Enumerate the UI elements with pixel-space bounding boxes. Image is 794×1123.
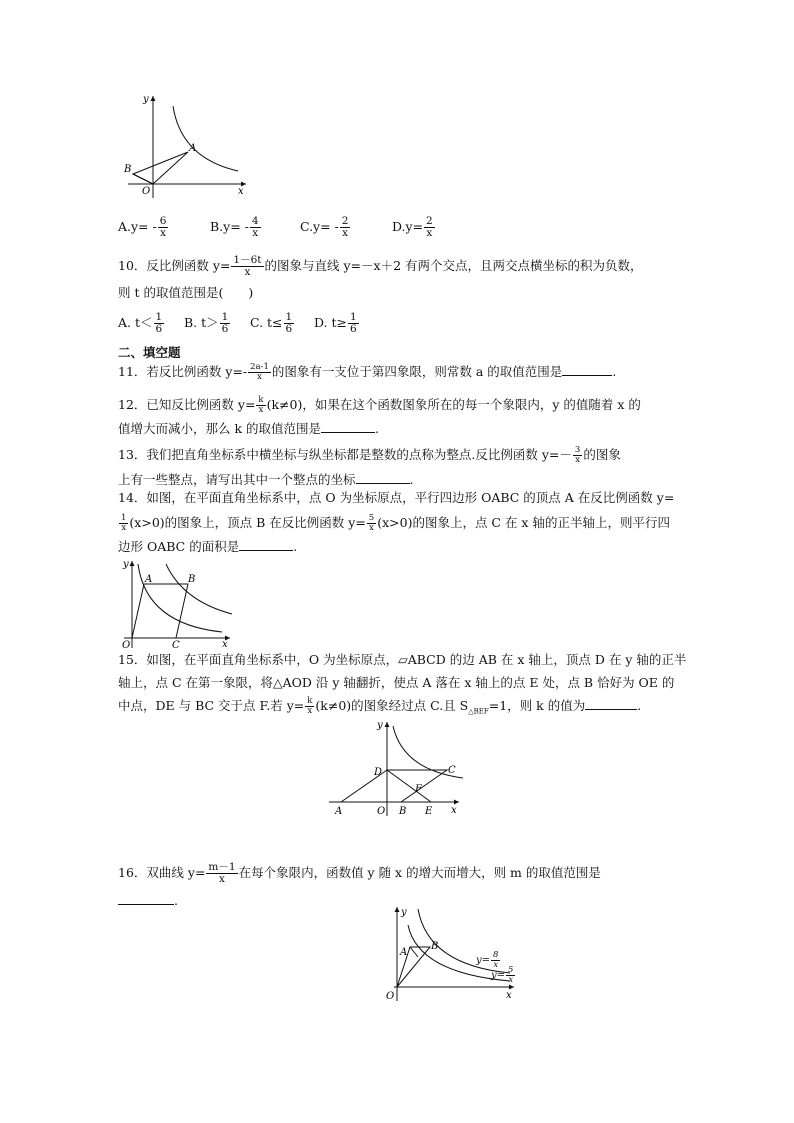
q13-answer-blank[interactable] bbox=[356, 472, 410, 484]
q11: 11．若反比例函数 y=- $\frac{2a-1}{x}$ 的图象有一支位于第四象限，则常数 a 的取值范围是 . bbox=[118, 362, 617, 382]
q15-e-label: E bbox=[425, 806, 433, 817]
q15-b-label: B bbox=[399, 806, 407, 817]
section-title-fill-in: 二、填空题 bbox=[118, 345, 181, 360]
q9-y-label: y bbox=[143, 94, 149, 105]
q14-graph bbox=[118, 556, 233, 650]
q9-option-d[interactable]: D.y= $\frac{2}{x}$ bbox=[391, 215, 433, 239]
q15-a-label: A bbox=[335, 806, 343, 817]
q16-x-label: x bbox=[506, 990, 512, 1001]
q16-line1: 16．双曲线 y= $\frac{m-1}{x}$ 在每个象限内，函数值 y 随 x 的增大而增大，则 m 的取值范围是 bbox=[118, 861, 601, 885]
q15-line3: 中点，DE 与 BC 交于点 F.若 y= $\frac{k}{x}$ (k≠0)的图象经过点 C.且 $S_{\triangle BEF}=1$，则 k 的值为 . bbox=[118, 696, 642, 716]
q15-o-label: O bbox=[377, 806, 386, 817]
q10-option-a[interactable]: A. t＜ $\frac{1}{6}$ bbox=[118, 311, 163, 335]
q15-c-label: C bbox=[448, 765, 456, 776]
q9-b-label: B bbox=[124, 164, 132, 175]
q16-curve1-label: y= $\frac{8}{x}$ bbox=[476, 950, 499, 970]
q12-line2: 值增大而减小，那么 k 的取值范围是 . bbox=[118, 421, 380, 436]
q12-answer-blank[interactable] bbox=[321, 421, 375, 433]
q14-o-label: O bbox=[122, 640, 131, 650]
q13-line2: 上有一些整点，请写出其中一个整点的坐标 . bbox=[118, 472, 414, 487]
q10-options bbox=[118, 312, 374, 335]
q14-x-label: x bbox=[222, 639, 228, 650]
q9-a-label: A bbox=[189, 143, 197, 154]
q14-b-label: B bbox=[188, 574, 196, 585]
q16-a-label: A bbox=[400, 947, 408, 958]
q9-option-c[interactable]: C.y= - $\frac{2}{x}$ bbox=[299, 215, 349, 239]
q15-line2: 轴上，点 C 在第一象限，将△AOD 沿 y 轴翻折，使点 A 落在 x 轴上的点 E 处，点 B 恰好为 OE 的 bbox=[118, 675, 675, 690]
q14-line2: $\frac{1}{x}$ (x>0)的图象上，顶点 B 在反比例函数 y= $\frac{5}{x}$ (x>0)的图象上，点 C 在 x 轴的正半轴上，则平行四 bbox=[121, 513, 670, 533]
q16-answer-blank[interactable] bbox=[118, 893, 174, 905]
q10-line2: 则 t 的取值范围是( ) bbox=[118, 285, 254, 300]
q14-c-label: C bbox=[172, 640, 180, 650]
q9-o-label: O bbox=[142, 186, 151, 197]
q16-curve2-label: y= $\frac{5}{x}$ bbox=[491, 965, 514, 985]
q15-line1: 15．如图，在平面直角坐标系中，O 为坐标原点，▱ABCD 的边 AB 在 x 轴上，顶点 D 在 y 轴的正半 bbox=[118, 652, 687, 667]
q14-line3: 边形 OABC 的面积是 . bbox=[118, 539, 298, 554]
q14-a-label: A bbox=[145, 574, 153, 585]
q14-line1: 14．如图，在平面直角坐标系中，点 O 为坐标原点，平行四边形 OABC 的顶点 A 在反比例函数 y= bbox=[118, 490, 675, 505]
q16-line2: . bbox=[118, 893, 178, 909]
q12-line1: 12．已知反比例函数 y= $\frac{k}{x}$ (k≠0)，如果在这个函数图象所在的每一个象限内，y 的值随着 x 的 bbox=[118, 395, 641, 415]
q9-option-b[interactable]: B.y= - $\frac{4}{x}$ bbox=[209, 215, 259, 239]
q9-graph bbox=[118, 88, 253, 200]
q9-options bbox=[118, 216, 452, 239]
q10-option-b[interactable]: B. t＞ $\frac{1}{6}$ bbox=[183, 311, 229, 335]
q15-d-label: D bbox=[374, 767, 383, 778]
q15-f-label: F bbox=[415, 784, 422, 795]
q15-answer-blank[interactable] bbox=[585, 698, 637, 710]
q15-x-label: x bbox=[451, 805, 457, 816]
q16-o-label: O bbox=[386, 991, 395, 1002]
q16-y-label: y bbox=[401, 907, 407, 918]
q15-y-label: y bbox=[377, 720, 383, 731]
q15-graph bbox=[325, 718, 465, 820]
q10-line1: 10．反比例函数 y= $\frac{1-6t}{x}$ 的图象与直线 y=－x＋2 有两个交点，且两交点横坐标的积为负数， bbox=[118, 254, 643, 278]
q9-x-label: x bbox=[238, 186, 244, 197]
q14-y-label: y bbox=[123, 559, 129, 570]
q14-answer-blank[interactable] bbox=[239, 539, 293, 551]
q11-answer-blank[interactable] bbox=[562, 364, 612, 376]
q10-option-c[interactable]: C. t≤ $\frac{1}{6}$ bbox=[249, 311, 293, 335]
q16-b-label: B bbox=[431, 941, 439, 952]
q13-line1: 13．我们把直角坐标系中横坐标与纵坐标都是整数的点称为整点.反比例函数 y=－ $\frac{3}{x}$ 的图象 bbox=[118, 445, 621, 465]
q10-option-d[interactable]: D. t≥ $\frac{1}{6}$ bbox=[313, 311, 357, 335]
q9-option-a[interactable]: A.y= - $\frac{6}{x}$ bbox=[118, 215, 167, 239]
